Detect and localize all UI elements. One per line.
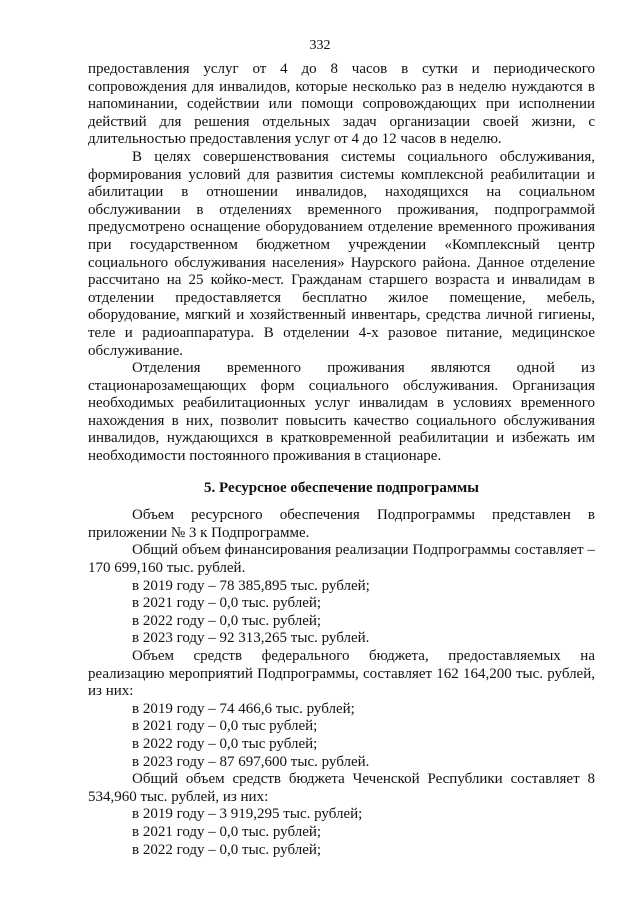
- paragraph-continuation: предоставления услуг от 4 до 8 часов в сутки и периодического сопровождения для инвалидов, которые несколько раз в неделю нуждаются в напоминании, содействии или помощи сопровождающих при исполнении действий для решения отдельных задач организации своей жизни, с длительностью предоставления услуг от 4 до 12 часов в неделю.: [88, 61, 595, 148]
- list-item: в 2021 году – 0,0 тыс. рублей;: [132, 595, 322, 612]
- paragraph-federal-funding: Объем средств федерального бюджета, предоставляемых на реализацию мероприятий Подпрограммы, составляет 162 164,200 тыс. рублей, из них:: [88, 648, 595, 700]
- federal-funding-list: [88, 701, 595, 771]
- total-funding-list: [88, 578, 595, 648]
- list-item: в 2019 году – 3 919,295 тыс. рублей;: [132, 806, 363, 823]
- list-item: в 2023 году – 92 313,265 тыс. рублей.: [132, 630, 370, 647]
- list-item: в 2022 году – 0,0 тыс. рублей;: [132, 841, 322, 858]
- list-item: в 2021 году – 0,0 тыс. рублей;: [132, 823, 322, 840]
- list-item: в 2021 году – 0,0 тыс рублей;: [132, 718, 318, 735]
- list-item: в 2022 году – 0,0 тыс рублей;: [132, 735, 318, 752]
- page-number: 332: [309, 38, 331, 53]
- paragraph-republic-funding: Общий объем средств бюджета Чеченской Республики составляет 8 534,960 тыс. рублей, из них:: [88, 771, 595, 805]
- section-heading: 5. Ресурсное обеспечение подпрограммы: [204, 479, 479, 496]
- paragraph-total-funding: Общий объем финансирования реализации Подпрограммы составляет – 170 699,160 тыс. рублей.: [88, 542, 595, 577]
- republic-funding-list: [88, 806, 595, 859]
- paragraph-resource-intro: Объем ресурсного обеспечения Подпрограммы представлен в приложении № 3 к Подпрограмме.: [88, 507, 595, 541]
- list-item: в 2019 году – 78 385,895 тыс. рублей;: [132, 577, 370, 594]
- paragraph-departments: Отделения временного проживания являются одной из стационарозамещающих форм социального обслуживания. Организация необходимых реабилитационных услуг инвалидам в условиях временного нахождения в них, позволит повысить качество социального обслуживания инвалидов, нуждающихся в кратковременной реабилитации и избежать им необходимости постоянного проживания в стационаре.: [88, 360, 595, 465]
- list-item: в 2023 году – 87 697,600 тыс. рублей.: [132, 753, 370, 770]
- list-item: в 2022 году – 0,0 тыс. рублей;: [132, 612, 322, 629]
- paragraph-improvement: В целях совершенствования системы социального обслуживания, формирования условий для развития системы комплексной реабилитации и абилитации в отношении инвалидов, находящихся на социальном обслуживании в отделениях временного проживания, подпрограммой предусмотрено оснащение оборудованием отделение временного проживания при государственном бюджетном учреждении «Комплексный центр социального обслуживания населения» Наурского района. Данное отделение рассчитано на 25 койко-мест. Гражданам старшего возраста и инвалидам в отделении предоставляется бесплатно жилое помещение, мебель, оборудование, мягкий и хозяйственный инвентарь, средства личной гигиены, теле и радиоаппаратура. В отделении 4-х разовое питание, медицинское обслуживание.: [88, 148, 595, 359]
- list-item: в 2019 году – 74 466,6 тыс. рублей;: [132, 700, 355, 717]
- document-body: [88, 61, 595, 859]
